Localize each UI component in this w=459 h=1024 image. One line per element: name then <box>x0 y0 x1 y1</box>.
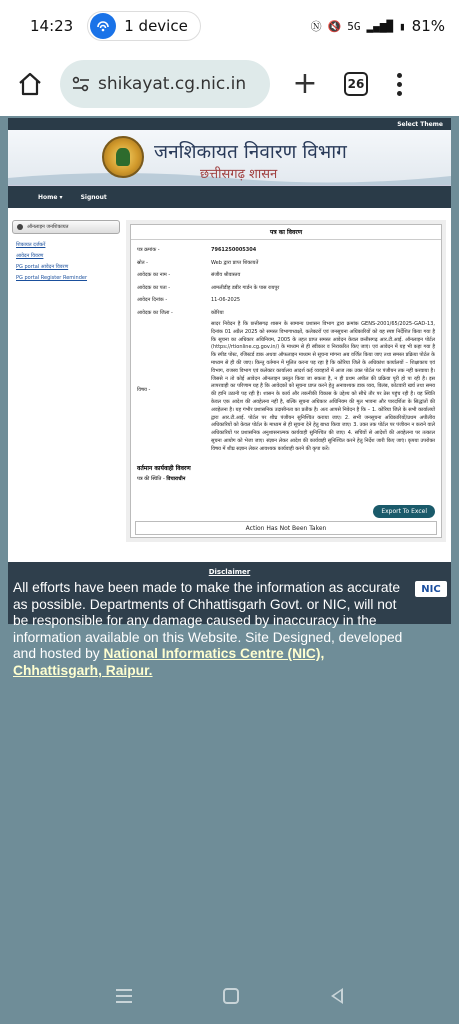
letter-status-row <box>137 476 435 482</box>
url-text: shikayat.cg.nic.in <box>98 74 247 94</box>
system-nav-bar <box>0 980 459 1012</box>
theme-strip <box>8 118 451 130</box>
cast-icon <box>90 13 116 39</box>
nav-signout[interactable]: Signout <box>80 193 107 201</box>
system-home-button[interactable] <box>223 988 239 1004</box>
web-page <box>8 118 451 562</box>
tab-switcher-button[interactable]: 26 <box>344 72 368 96</box>
action-status-box: Action Has Not Been Taken <box>135 521 437 535</box>
disclaimer-text-block <box>13 580 413 679</box>
current-action-title: वर्तमान कार्यवाही विवरण <box>137 464 191 472</box>
sidebar-header-label: ऑनलाइन जनशिकायत <box>27 224 69 230</box>
battery-level: 81% <box>411 17 445 35</box>
nic-logo-icon: NIC <box>415 581 447 597</box>
home-button[interactable] <box>12 66 48 102</box>
row-label: स्रोत - <box>137 259 148 266</box>
clock: 14:23 <box>30 17 74 35</box>
row-letter-number <box>137 244 435 257</box>
row-applicant-name <box>137 269 435 282</box>
battery-icon: ▮ <box>399 19 406 33</box>
cast-label: 1 device <box>124 17 188 35</box>
subject-text: सादर निवेदन है कि छत्तीसगढ़ शासन के सामान्य प्रशासन विभाग द्वारा क्रमांक GENS-2001/65/2025-GAD-13, दिनांक 01 अप्रैल 2025 को समस्त विभागाध्यक्षों, कलेक्टरों एवं जनसूचना अधिकारियों को यह स्पष्ट निर्देशित किया गया है कि सूचना का अधिकार अधिनियम, 2005 के तहत प्राप्त समस्त आवेदन केवल छत्तीसगढ़ आर.टी.आई. ऑनलाइन पोर्टल (https://rtionline.cg.gov.in/) के माध्यम से ही स्वीकार व निराकरित किए जाएं। एवं आवेदन में यह भी कहा गया है कि स्पीड पोस्ट, रजिस्टर्ड डाक अथवा ऑफलाइन माध्यम से सूचना मांगना अब वर्जित किया जाए तथा समस्त प्रक्रिया पोर्टल के माध्यम से ही की जाए। किन्तु वर्तमान में मूलित करना पड़ रहा है कि कोरिया जिले के अधिकांश कार्यालयों – शिक्षाकाय एवं विभाग, राजस्व विभाग एवं कलेक्टर कार्यालय आदर्श कई व्यवहारों में आज तक उक्त पोर्टल पर पंजीयन तक नहीं करवाया है। जिससे न तो कोई आवेदन ऑनलाइन प्रस्तुत किया जा सकता है, न ही प्रथम अपील की प्रक्रिया पूरी हो पा रही है। इस लापरवाही का परिणाम यह है कि आवेदकों को सूचना प्राप्त करने हेतु अनावश्यक डाक व्यय, विलंब, कोटवारी खर्च तथा समय की हानि उठानी पड़ रही है। शासन के कार्य और तकनीकी विकास के उद्देश्य को सीधे तौर पर ठेस पहुंच रही है। यह स्थिति केवल एक आदेश की अवहेलना नहीं है, बल्कि सूचना अधिकार अधिनियम की मूल भावना और पारदर्शिता के सिद्धांतों की अवहेलना है। यह गंभीर प्रशासनिक उदासीनता का प्रतीक है। अतः आपसे निवेदन है कि – 1. कोरिया जिले के सभी कार्यालयों द्वारा आर.टी.आई. पोर्टल पर शीघ्र पंजीयन सुनिश्चित कराया जाए। 2. सभी जनसूचना अधिकारियों/प्रथम अपीलीय अधिकारियों को केवल पोर्टल के माध्यम से ही सूचना देने हेतु बाध्य किया जाए। 3. उक्त तक पोर्टल पर पंजीयन न कराने वाले अधिकारियों पर प्रशासनिक अनुशासनात्मक कार्यवाही सुनिश्चित की जाए। 4. सचिवों से आदेशों की अवहेलना पर तत्काल सूचना आयोग को भेजा जाए। संज्ञान लेकर आदेश की कार्यवाही सुनिश्चित करने हेतु निर्देश जारी किए जाएं। कृपया उपरोक्त विषय में शीघ्र सज्ञान लेकर आवश्यक कार्यवाही करने की कृपा करें। <box>211 321 435 452</box>
signal-icon: ▂▄▆█ <box>366 19 394 33</box>
letter-status-label: पत्र की स्थिति - <box>137 475 165 482</box>
site-title: जनशिकायत निवारण विभाग <box>154 141 347 163</box>
row-value: Web द्वारा प्राप्त शिकायतें <box>211 259 259 266</box>
network-label: 5G <box>347 19 361 33</box>
sidebar-header[interactable] <box>12 220 120 234</box>
row-value: कोरिया <box>211 309 224 316</box>
row-applicant-address <box>137 282 435 295</box>
row-label: आवेदन दिनांक - <box>137 297 168 304</box>
row-value: संजीव श्रीवास्तव <box>211 272 241 279</box>
row-label: आवेदक का जिला - <box>137 309 173 316</box>
disclaimer-title: Disclaimer <box>208 568 251 576</box>
state-emblem-icon <box>102 136 144 178</box>
letter-heading: पत्र का विवरण <box>131 225 441 240</box>
row-district <box>137 307 435 320</box>
site-banner <box>8 130 451 186</box>
sidebar-links <box>16 242 87 281</box>
back-button[interactable] <box>331 988 343 1004</box>
sidebar-link-pg-details[interactable]: PG portal आवेदन विवरण <box>16 264 69 270</box>
site-settings-icon[interactable] <box>72 76 90 92</box>
disclaimer-text: All efforts have been made to make the information as accurate as possible. Departments of Chhattisgarh Govt. or NIC, will not be responsible for any damage caused by inaccuracy in the information available on this Website. Site Designed, developed and hosted by <box>13 580 403 661</box>
home-icon <box>17 71 43 97</box>
row-value: 7961250005304 <box>211 247 257 254</box>
current-action-section <box>131 454 441 482</box>
export-excel-button[interactable]: Export To Excel <box>373 505 435 518</box>
row-label: आवेदक का नाम - <box>137 272 171 279</box>
sidebar-link-pg-reminder[interactable]: PG portal Register Reminder <box>16 275 88 281</box>
new-tab-button[interactable]: + <box>292 66 318 101</box>
status-icons <box>311 17 445 35</box>
row-value: 11-06-2025 <box>211 297 241 304</box>
browser-toolbar <box>0 52 459 116</box>
letter-rows <box>131 240 441 319</box>
bullet-icon <box>17 224 23 230</box>
nic-link[interactable]: National Informatics Centre (NIC), Chhattisgarh, Raipur. <box>13 646 325 678</box>
sidebar-link-details[interactable]: आवेदन विवरण <box>16 253 44 259</box>
site-nav <box>8 186 451 208</box>
select-theme-link[interactable]: Select Theme <box>397 120 443 128</box>
site-subtitle: छत्तीसगढ़ शासन <box>200 167 278 182</box>
subject-row <box>131 321 441 454</box>
subject-label: विषय - <box>137 387 151 393</box>
sidebar-link-register[interactable]: शिकायत दर्जकरें <box>16 242 46 248</box>
menu-button[interactable] <box>396 73 402 96</box>
nav-home[interactable]: Home ▾ <box>38 193 63 201</box>
address-bar[interactable] <box>60 60 270 108</box>
row-source <box>137 257 435 270</box>
nfc-icon: Ⓝ <box>310 20 322 33</box>
letter-status-value: विचाराधीन <box>166 475 186 482</box>
mute-icon: 🔇 <box>327 19 342 33</box>
status-bar <box>0 0 459 52</box>
row-value: आमलीडीह डबीर गार्डन के पास रायपुर <box>211 284 280 291</box>
letter-panel <box>126 220 446 542</box>
letter-sheet <box>130 224 442 538</box>
row-application-date <box>137 294 435 307</box>
cast-chip[interactable] <box>87 11 201 41</box>
recents-button[interactable] <box>116 989 132 1003</box>
row-label: आवेदक का पता - <box>137 284 171 291</box>
row-label: पत्र क्रमांक - <box>137 247 160 254</box>
main-content <box>8 208 451 562</box>
